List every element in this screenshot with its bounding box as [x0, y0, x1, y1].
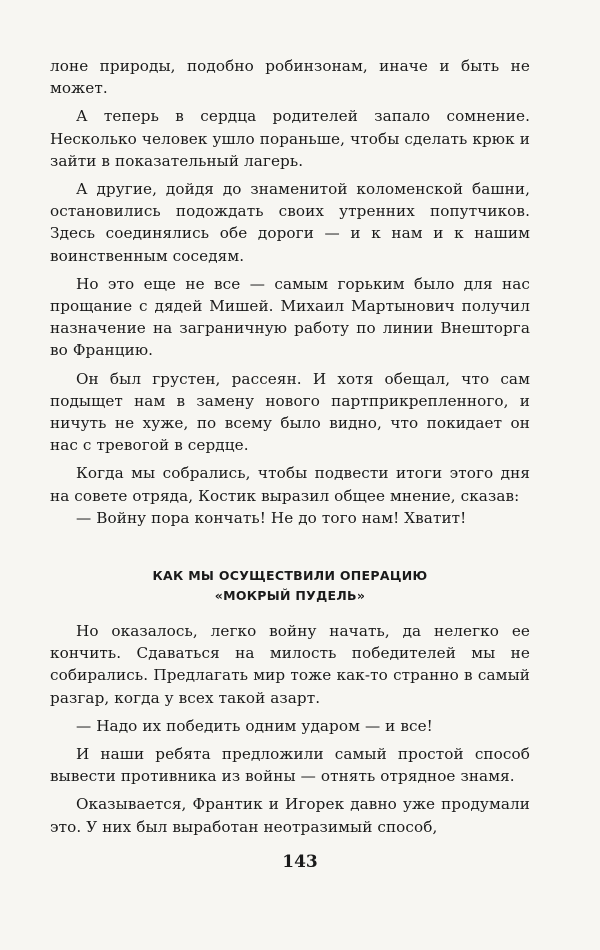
paragraph: А другие, дойдя до знаменитой коломенской башни, остановились подождать своих утренних попутчиков. Здесь соединялись обе дороги — и к нам и к нашим воинственным соседям.	[50, 180, 530, 265]
paragraph: — Надо их победить одним ударом — и все!	[76, 716, 433, 735]
page-number: 143	[282, 852, 318, 872]
paragraph: Оказывается, Франтик и Игорек давно уже продумали это. У них был выработан неотразимый способ,	[50, 795, 530, 836]
paragraph: лоне природы, подобно робинзонам, иначе и быть не может.	[50, 57, 530, 98]
paragraph: Но оказалось, легко войну начать, да нелегко ее кончить. Сдаваться на милость победителей мы не собирались. Предлагать мир тоже как-то странно в самый разгар, когда у всех такой азарт.	[50, 622, 530, 707]
paragraph: И наши ребята предложили самый простой способ вывести противника из войны — отнять отрядное знамя.	[50, 745, 530, 786]
text-block-bottom	[50, 620, 530, 838]
chapter-heading-line-2: «МОКРЫЙ ПУДЕЛЬ»	[214, 588, 366, 603]
chapter-heading-line-1: КАК МЫ ОСУЩЕСТВИЛИ ОПЕРАЦИЮ	[152, 568, 428, 583]
paragraph: Когда мы собрались, чтобы подвести итоги этого дня на совете отряда, Костик выразил общее мнение, сказав:	[50, 464, 530, 505]
paragraph: Он был грустен, рассеян. И хотя обещал, что сам подыщет нам в замену нового партприкрепленного, и ничуть не хуже, по всему было видно, что покидает он нас с тревогой в сердце.	[50, 369, 530, 455]
paragraph: Но это еще не все — самым горьким было для нас прощание с дядей Мишей. Михаил Мартынович получил назначение на заграничную работу по линии Внешторга во Францию.	[50, 274, 530, 360]
quote-paragraph: — Войну пора кончать! Не до того нам! Хватит!	[76, 508, 467, 527]
chapter-heading	[50, 566, 530, 606]
text-block-top	[50, 55, 530, 529]
paragraph: А теперь в сердца родителей запало сомнение. Несколько человек ушло пораньше, чтобы сделать крюк и зайти в показательный лагерь.	[50, 107, 530, 170]
